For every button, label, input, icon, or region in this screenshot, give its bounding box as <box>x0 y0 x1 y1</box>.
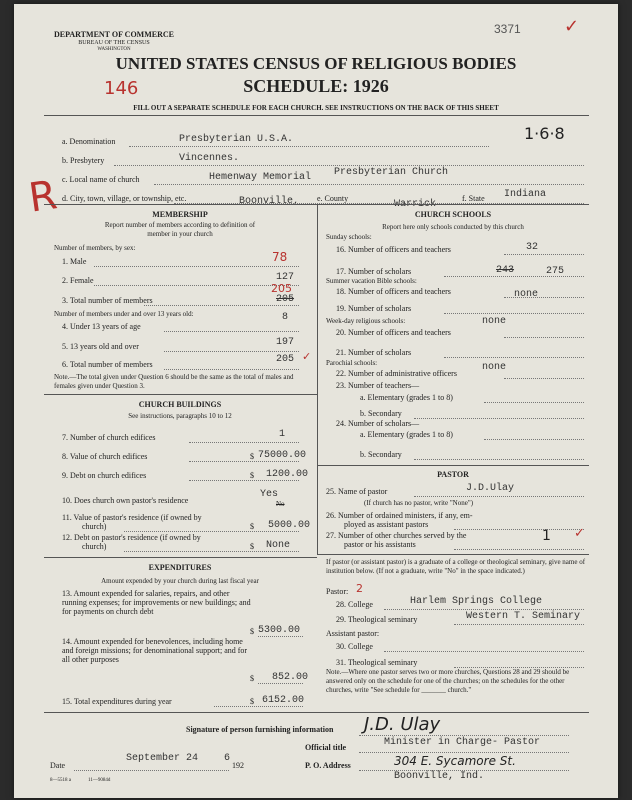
edifices-count-label: 7. Number of church edifices <box>62 433 156 442</box>
sunday-teachers-label: 16. Number of officers and teachers <box>336 245 451 254</box>
edifices-value-line <box>189 461 299 462</box>
summer-schools-label: Summer vacation Bible schools: <box>326 277 417 285</box>
official-title-line <box>359 752 569 753</box>
under-13-label: 4. Under 13 years of age <box>62 322 141 331</box>
sunday-scholars-struck: 243 <box>496 265 515 276</box>
other-churches-label-1: 27. Number of other churches served by the <box>326 531 467 540</box>
dollar-sign: $ <box>250 471 254 480</box>
sunday-schools-label: Sunday schools: <box>326 233 372 241</box>
assistant-college-line <box>384 651 584 652</box>
sunday-scholars-line <box>444 276 584 277</box>
form-code-1: 8—5518 a <box>50 778 71 783</box>
total-value: 205 <box>276 294 295 305</box>
buildings-heading: CHURCH BUILDINGS <box>138 400 222 409</box>
admin-officers-value: none <box>482 362 507 373</box>
pastor-note: Note.—Where one pastor serves two or more churches, Questions 28 and 29 should be answered only on the schedule for one of the churches; on the schedules for the other churches, write "See schedule for _______ church." <box>326 668 570 694</box>
male-value: 78 <box>272 250 288 264</box>
total-hand-value: 205 <box>271 282 292 295</box>
teachers-secondary-label: b. Secondary <box>360 409 402 418</box>
edifices-debt-label: 9. Debt on church edifices <box>62 471 147 480</box>
over-13-value: 197 <box>276 337 295 348</box>
footer-divider <box>44 712 589 713</box>
po-address-label: P. O. Address <box>305 761 351 770</box>
stamp-number: 3371 <box>494 22 521 36</box>
weekday-schools-label: Week-day religious schools: <box>326 317 406 325</box>
expenditures-heading: EXPENDITURES <box>148 563 212 572</box>
pastor-name-note: (If church has no pastor, write "None") <box>364 499 474 507</box>
seminary-value: Western T. Seminary <box>466 611 581 622</box>
pastor-subheading: Pastor: <box>326 587 349 596</box>
church-name-value-1: Hemenway Memorial <box>209 172 312 183</box>
official-title-label: Official title <box>305 743 347 752</box>
edifices-debt-value: 1200.00 <box>266 469 309 480</box>
sunday-teachers-value: 32 <box>526 242 539 253</box>
po-address-value-2: Boonville, Ind. <box>394 771 485 782</box>
dollar-sign: $ <box>250 522 254 531</box>
section-divider-top <box>44 204 589 205</box>
edifices-count-line <box>189 442 299 443</box>
dollar-sign: $ <box>250 697 254 706</box>
dollar-sign: $ <box>250 674 254 683</box>
female-value: 127 <box>276 272 295 283</box>
weekday-scholars-line <box>444 357 584 358</box>
pastor-heading: PASTOR <box>437 470 469 479</box>
scholars-elementary-line <box>484 439 584 440</box>
summer-teachers-value: none <box>514 289 539 300</box>
residence-value: 5000.00 <box>268 520 311 531</box>
edifices-value: 75000.00 <box>258 450 307 461</box>
college-label: 28. College <box>336 600 373 609</box>
graduate-divider <box>317 554 589 555</box>
year-prefix: 192 <box>232 761 244 770</box>
seminary-line <box>454 624 584 625</box>
expenditures-intro: Amount expended by your church during last fiscal year <box>101 577 259 585</box>
assistant-ministers-label-1: 26. Number of ordained ministers, if any, em- <box>326 511 473 520</box>
male-line <box>94 266 299 267</box>
signature-line <box>359 735 569 736</box>
teachers-label: 23. Number of teachers— <box>336 381 420 390</box>
benevolences-label: 14. Amount expended for benevolences, including home and foreign missions; for denominational support; and for all other purposes <box>62 637 248 664</box>
residence-value-line <box>124 531 299 532</box>
church-name-line <box>154 184 584 185</box>
members-by-sex-label: Number of members, by sex: <box>54 244 136 252</box>
form-code-2: 11—9084d <box>88 778 111 783</box>
college-value: Harlem Springs College <box>410 596 543 607</box>
sunday-scholars-label: 17. Number of scholars <box>336 267 412 276</box>
signature: J.D. Ulay <box>364 714 441 735</box>
church-name-label: c. Local name of church <box>62 175 140 184</box>
department-label: DEPARTMENT OF COMMERCE <box>54 30 175 39</box>
female-line <box>94 285 299 286</box>
running-expenses-line <box>258 636 303 637</box>
weekday-schools-value: none <box>482 316 507 327</box>
other-churches-label-2: pastor or his assistants <box>344 540 416 549</box>
owns-residence-value: Yes <box>260 489 279 500</box>
dollar-sign: $ <box>250 542 254 551</box>
membership-intro-2: member in your church <box>147 230 213 238</box>
residence-debt-line <box>124 551 299 552</box>
total-members-line <box>164 369 299 370</box>
residence-debt-label-2: church) <box>82 542 107 551</box>
seminary-label: 29. Theological seminary <box>336 615 418 624</box>
form-instruction: FILL OUT A SEPARATE SCHEDULE FOR EACH CHURCH. SEE INSTRUCTIONS ON THE BACK OF THIS SHEET <box>133 104 499 112</box>
residence-debt-value: None <box>266 540 291 551</box>
membership-heading: MEMBERSHIP <box>152 210 208 219</box>
teachers-elementary-line <box>484 402 584 403</box>
expenditures-divider <box>44 557 317 558</box>
form-title: UNITED STATES CENSUS OF RELIGIOUS BODIES <box>115 54 517 73</box>
total-line <box>144 305 299 306</box>
residence-value-label-1: 11. Value of pastor's residence (if owned by <box>62 513 202 522</box>
weekday-teachers-line <box>504 337 584 338</box>
total-label: 3. Total number of members <box>62 296 153 305</box>
column-divider <box>317 204 318 554</box>
county-value: Warrick <box>394 199 437 210</box>
summer-scholars-label: 19. Number of scholars <box>336 304 412 313</box>
summer-teachers-label: 18. Number of officers and teachers <box>336 287 451 296</box>
male-label: 1. Male <box>62 257 87 266</box>
college-line <box>384 609 584 610</box>
residence-value-label-2: church) <box>82 522 107 531</box>
check-mark-icon: ✓ <box>574 526 585 541</box>
other-churches-line <box>454 549 584 550</box>
official-title-value: Minister in Charge- Pastor <box>384 737 541 748</box>
sunday-teachers-line <box>504 254 584 255</box>
state-value: Indiana <box>504 189 547 200</box>
city-field-value: Boonville, <box>239 196 300 207</box>
date-label: Date <box>50 761 66 770</box>
parochial-schools-label: Parochial schools: <box>326 359 378 367</box>
check-mark-icon: ✓ <box>564 16 580 37</box>
total-members-label: 6. Total number of members <box>62 360 153 369</box>
denomination-value: Presbyterian U.S.A. <box>179 134 294 145</box>
female-label: 2. Female <box>62 276 94 285</box>
assistant-ministers-label-2: ployed as assistant pastors <box>344 520 429 529</box>
date-value: September 24 <box>126 753 199 764</box>
assistant-college-label: 30. College <box>336 642 373 651</box>
buildings-divider <box>44 394 317 395</box>
under-13-value: 8 <box>282 312 289 323</box>
summer-scholars-line <box>444 313 584 314</box>
city-field-label: d. City, town, village, or township, etc. <box>62 194 187 203</box>
scholars-elementary-label: a. Elementary (grades 1 to 8) <box>360 430 453 439</box>
benevolences-value: 852.00 <box>272 672 309 683</box>
denomination-label: a. Denomination <box>62 137 116 146</box>
age-intro-label: Number of members under and over 13 years old: <box>54 310 194 318</box>
edifices-count-value: 1 <box>279 429 286 440</box>
total-expenditures-line <box>214 706 303 707</box>
scholars-label: 24. Number of scholars— <box>336 419 420 428</box>
owns-residence-struck: No <box>276 500 285 508</box>
dollar-sign: $ <box>250 452 254 461</box>
assistant-seminary-label: 31. Theological seminary <box>336 658 418 667</box>
teachers-elementary-label: a. Elementary (grades 1 to 8) <box>360 393 453 402</box>
pastor-divider <box>317 465 589 466</box>
over-13-label: 5. 13 years old and over <box>62 342 139 351</box>
over-13-line <box>164 351 299 352</box>
assistant-ministers-line <box>454 529 584 530</box>
total-members-value: 205 <box>276 354 295 365</box>
year-digit: 6 <box>224 753 231 764</box>
membership-note: Note.—The total given under Question 6 should be the same as the total of males and females given under Question 3. <box>54 373 294 390</box>
date-line <box>74 770 229 771</box>
edifices-value-label: 8. Value of church edifices <box>62 452 148 461</box>
assistant-pastor-label: Assistant pastor: <box>326 629 380 638</box>
edifices-debt-line <box>189 480 299 481</box>
running-expenses-label: 13. Amount expended for salaries, repairs, and other running expenses; for improvements or new buildings; and for payments on church debt <box>62 589 251 616</box>
total-expenditures-value: 6152.00 <box>262 695 305 706</box>
summer-teachers-line <box>504 297 584 298</box>
weekday-scholars-label: 21. Number of scholars <box>336 348 412 357</box>
pastor-name-value: J.D.Ulay <box>466 483 515 494</box>
census-schedule-sheet <box>14 4 618 798</box>
presbytery-value: Vincennes. <box>179 153 240 164</box>
residence-debt-label-1: 12. Debt on pastor's residence (if owned by <box>62 533 201 542</box>
dollar-sign: $ <box>250 627 254 636</box>
admin-officers-line <box>504 378 584 379</box>
signature-label: Signature of person furnishing information <box>186 725 334 734</box>
buildings-intro: See instructions, paragraphs 10 to 12 <box>128 412 232 420</box>
total-expenditures-label: 15. Total expenditures during year <box>62 697 172 706</box>
under-13-line <box>164 331 299 332</box>
benevolences-line <box>258 683 303 684</box>
other-churches-value: 1 <box>542 528 551 544</box>
presbytery-label: b. Presbytery <box>62 156 105 165</box>
presbytery-line <box>114 165 584 166</box>
graduate-note: If pastor (or assistant pastor) is a graduate of a college or theological seminary, give name of institution below. (If not a graduate, write "No" in the space indicated.) <box>326 558 586 575</box>
owns-residence-label: 10. Does church own pastor's residence <box>62 496 189 505</box>
teachers-secondary-line <box>414 418 584 419</box>
check-mark-icon: ✓ <box>302 350 312 363</box>
header-divider <box>44 115 589 116</box>
po-address-value-1: 304 E. Sycamore St. <box>394 754 516 768</box>
handwritten-code: 1·6·8 <box>524 124 565 143</box>
admin-officers-label: 22. Number of administrative officers <box>336 369 457 378</box>
handwritten-number: 146 <box>104 78 139 99</box>
state-label: f. State <box>462 194 485 203</box>
schools-intro: Report here only schools conducted by this church <box>382 223 524 231</box>
running-expenses-value: 5300.00 <box>258 625 301 636</box>
sunday-scholars-value: 275 <box>546 266 565 277</box>
membership-intro-1: Report number of members according to definition of <box>104 221 256 229</box>
city-label: WASHINGTON <box>97 47 131 52</box>
scholars-secondary-label: b. Secondary <box>360 450 402 459</box>
handwritten-mark: R <box>25 172 60 222</box>
handwritten-mark: 2 <box>356 582 363 595</box>
form-subtitle: SCHEDULE: 1926 <box>243 76 389 96</box>
denomination-line <box>129 146 489 147</box>
church-name-value-2: Presbyterian Church <box>334 167 449 178</box>
pastor-name-line <box>414 496 584 497</box>
bureau-label: BUREAU OF THE CENSUS <box>78 40 150 46</box>
county-label: e. County <box>317 194 349 203</box>
schools-heading: CHURCH SCHOOLS <box>414 210 492 219</box>
pastor-name-label: 25. Name of pastor <box>326 487 388 496</box>
scholars-secondary-line <box>414 459 584 460</box>
weekday-teachers-label: 20. Number of officers and teachers <box>336 328 451 337</box>
